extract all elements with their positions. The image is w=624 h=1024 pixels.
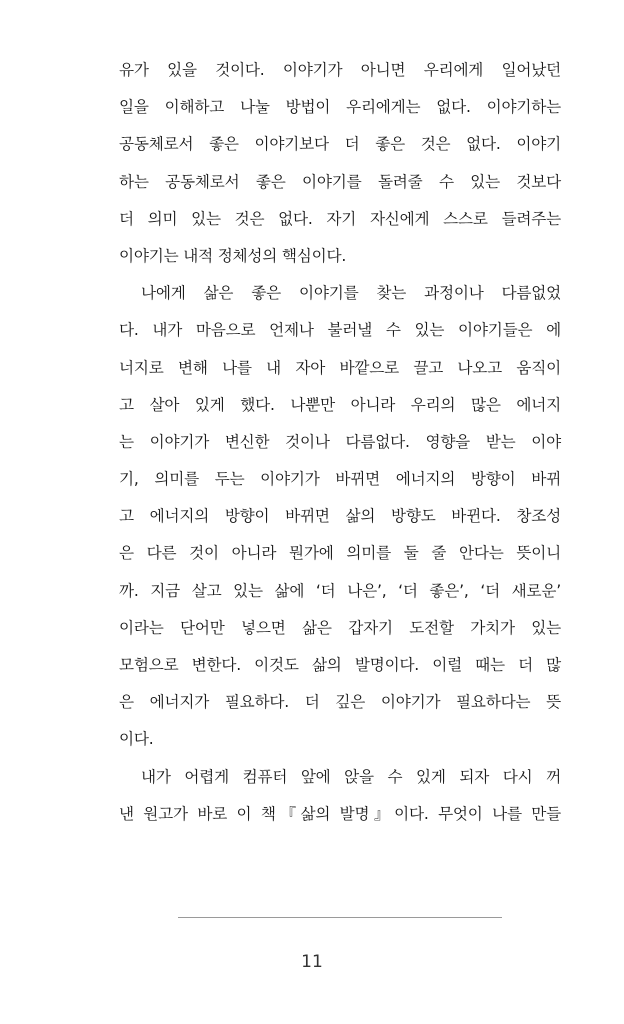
text-line: 공동체로서 좋은 이야기보다 더 좋은 것은 없다. 이야기 — [119, 135, 561, 154]
text-line: 너지로 변해 나를 내 자아 바깥으로 끌고 나오고 움직이 — [119, 358, 561, 377]
text-line: 낸 원고가 바로 이 책『삶의 발명』이다. 무엇이 나를 만들 — [119, 804, 561, 823]
text-line: 나에게 삶은 좋은 이야기를 찾는 과정이나 다름없었 — [141, 284, 561, 303]
text-line: 이라는 단어만 넣으면 삶은 갑자기 도전할 가치가 있는 — [119, 618, 561, 637]
text-line: 까. 지금 살고 있는 삶에 ‘더 나은’, ‘더 좋은’, ‘더 새로운’ — [119, 581, 561, 600]
text-line: 더 의미 있는 것은 없다. 자기 자신에게 스스로 들려주는 — [119, 209, 561, 228]
text-line: 내가 어렵게 컴퓨터 앞에 앉을 수 있게 되자 다시 꺼 — [141, 767, 561, 786]
text-line: 고 에너지의 방향이 바뀌면 삶의 방향도 바뀐다. 창조성 — [119, 507, 561, 526]
text-line: 은 다른 것이 아니라 뭔가에 의미를 둘 줄 안다는 뜻이니 — [119, 544, 561, 563]
text-line: 하는 공동체로서 좋은 이야기를 돌려줄 수 있는 것보다 — [119, 172, 561, 191]
text-line: 다. 내가 마음으로 언제나 불러낼 수 있는 이야기들은 에 — [119, 321, 561, 340]
text-line: 기, 의미를 두는 이야기가 바뀌면 에너지의 방향이 바뀌 — [119, 470, 561, 489]
text-line: 모험으로 변한다. 이것도 삶의 발명이다. 이럴 때는 더 많 — [119, 656, 561, 674]
body-text — [119, 52, 561, 833]
footer-divider — [178, 917, 502, 918]
text-line: 일을 이해하고 나눌 방법이 우리에게는 없다. 이야기하는 — [119, 98, 561, 117]
text-line: 고 살아 있게 했다. 나뿐만 아니라 우리의 많은 에너지 — [119, 395, 561, 414]
text-line: 은 에너지가 필요하다. 더 깊은 이야기가 필요하다는 뜻 — [119, 693, 561, 712]
text-line: 이야기는 내적 정체성의 핵심이다. — [119, 246, 347, 265]
text-line: 는 이야기가 변신한 것이나 다름없다. 영향을 받는 이야 — [119, 432, 561, 451]
text-line: 유가 있을 것이다. 이야기가 아니면 우리에게 일어났던 — [119, 61, 561, 79]
page-number: 11 — [301, 952, 323, 972]
text-line: 이다. — [119, 730, 154, 749]
